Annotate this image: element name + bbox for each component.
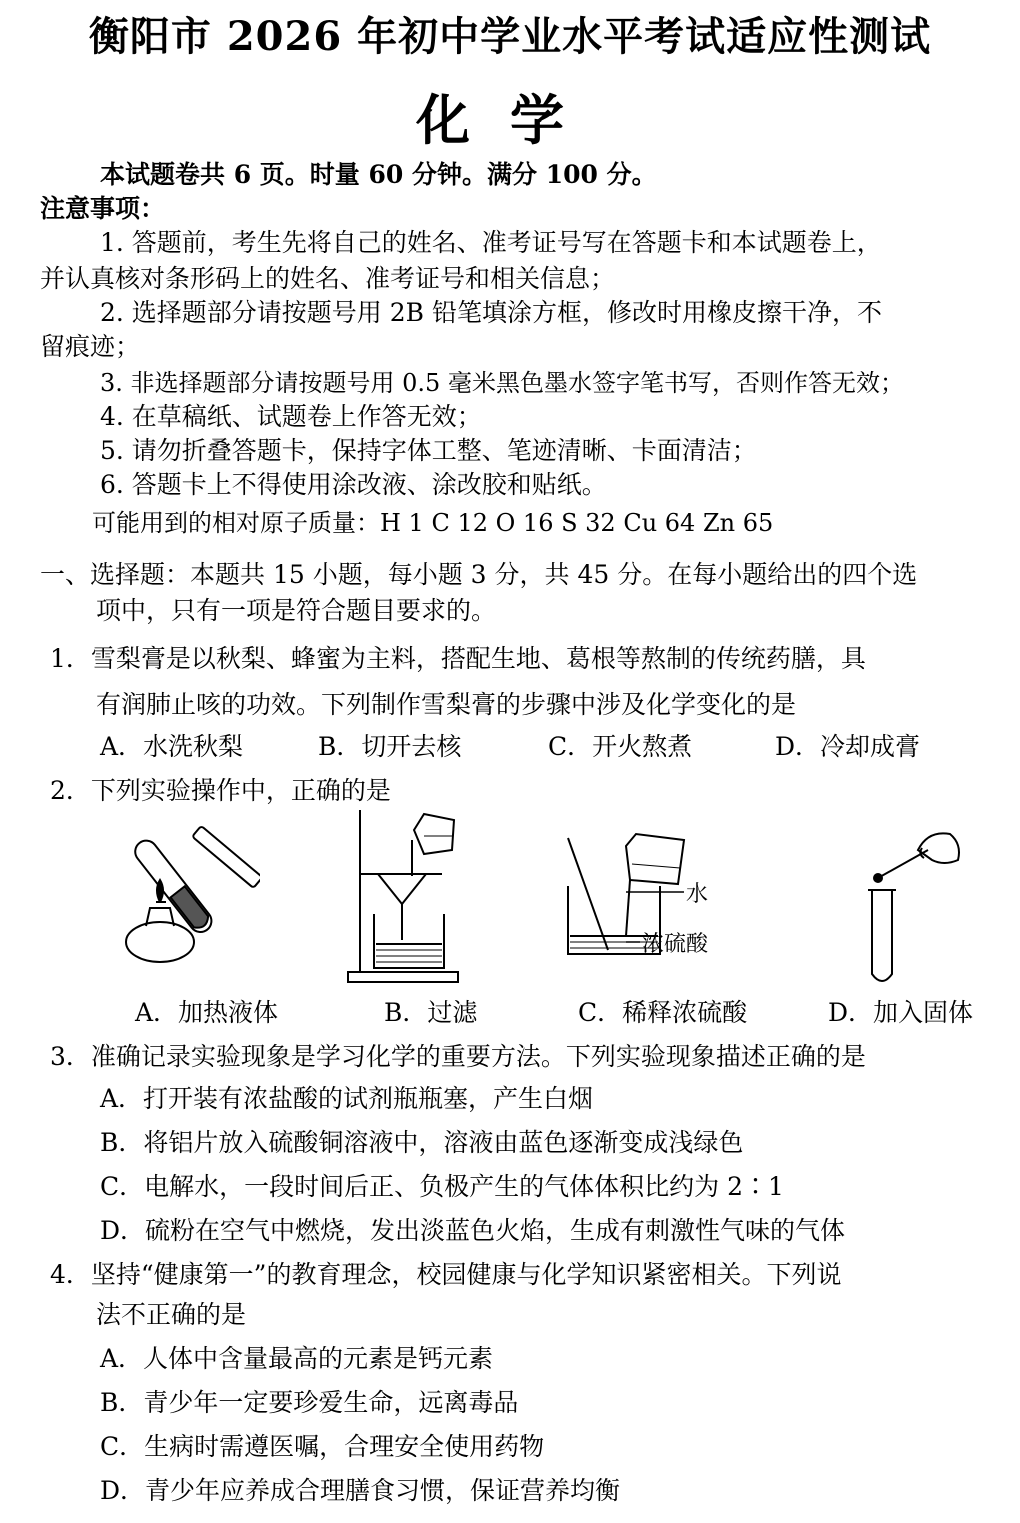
question-2-stem: 2．下列实验操作中，正确的是 — [50, 776, 391, 805]
note-line: 留痕迹； — [40, 332, 141, 361]
q2-option-b: B．过滤 — [384, 998, 478, 1027]
note-line: 4. 在草稿纸、试题卷上作答无效； — [100, 402, 482, 431]
figure-filtration — [340, 806, 480, 986]
q1-option-b: B．切开去核 — [318, 732, 462, 761]
question-3-stem: 3．准确记录实验现象是学习化学的重要方法。下列实验现象描述正确的是 — [50, 1042, 866, 1071]
section-heading: 一、选择题：本题共 15 小题，每小题 3 分，共 45 分。在每小题给出的四个选 — [40, 560, 918, 589]
figure-adding-solid — [858, 820, 968, 990]
question-4-stem: 法不正确的是 — [96, 1300, 247, 1329]
atomic-masses: 可能用到的相对原子质量：H 1 C 12 O 16 S 32 Cu 64 Zn 65 — [92, 509, 774, 537]
note-line: 并认真核对条形码上的姓名、准考证号和相关信息； — [40, 264, 616, 293]
note-line: 2. 选择题部分请按题号用 2B 铅笔填涂方框，修改时用橡皮擦干净，不 — [100, 298, 882, 327]
q3-option-b: B．将铝片放入硫酸铜溶液中，溶液由蓝色逐渐变成浅绿色 — [100, 1128, 744, 1157]
q3-option-c: C．电解水，一段时间后正、负极产生的气体体积比约为 2∶1 — [100, 1172, 784, 1201]
exam-info: 本试题卷共 6 页。时量 60 分钟。满分 100 分。 — [100, 160, 657, 189]
notes-heading: 注意事项： — [40, 194, 166, 223]
q1-option-c: C．开火熬煮 — [548, 732, 693, 761]
figure-heating-liquid — [120, 820, 260, 980]
annotation-acid: 浓硫酸 — [642, 932, 709, 957]
subject-title: 化学 — [416, 88, 604, 152]
q4-option-a: A．人体中含量最高的元素是钙元素 — [100, 1344, 494, 1373]
note-line: 5. 请勿折叠答题卡，保持字体工整、笔迹清晰、卡面清洁； — [100, 436, 757, 465]
q4-option-b: B．青少年一定要珍爱生命，远离毒品 — [100, 1388, 519, 1417]
annotation-water: 水 — [686, 882, 709, 907]
q3-option-d: D．硫粉在空气中燃烧，发出淡蓝色火焰，生成有刺激性气味的气体 — [100, 1216, 846, 1245]
section-heading: 项中，只有一项是符合题目要求的。 — [96, 596, 497, 625]
note-line: 1. 答题前，考生先将自己的姓名、准考证号写在答题卡和本试题卷上， — [100, 228, 882, 257]
note-line: 6. 答题卡上不得使用涂改液、涂改胶和贴纸。 — [100, 470, 607, 499]
note-line: 3. 非选择题部分请按题号用 0.5 毫米黑色墨水签字笔书写，否则作答无效； — [100, 369, 904, 397]
q3-option-a: A．打开装有浓盐酸的试剂瓶瓶塞，产生白烟 — [100, 1084, 594, 1113]
q2-option-c: C．稀释浓硫酸 — [578, 998, 748, 1027]
question-1-stem: 有润肺止咳的功效。下列制作雪梨膏的步骤中涉及化学变化的是 — [96, 690, 797, 719]
annotation-leader-lines — [626, 890, 686, 950]
question-1-stem: 1．雪梨膏是以秋梨、蜂蜜为主料，搭配生地、葛根等熬制的传统药膳，具 — [50, 644, 866, 673]
q2-option-d: D．加入固体 — [828, 998, 974, 1027]
exam-title: 衡阳市 2026 年初中学业水平考试适应性测试 — [88, 13, 932, 60]
q1-option-d: D．冷却成膏 — [775, 732, 921, 761]
question-4-stem: 4．坚持“健康第一”的教育理念，校园健康与化学知识紧密相关。下列说 — [50, 1260, 842, 1289]
q2-option-a: A．加热液体 — [135, 998, 279, 1027]
q4-option-d: D．青少年应养成合理膳食习惯，保证营养均衡 — [100, 1476, 621, 1505]
q1-option-a: A．水洗秋梨 — [100, 732, 244, 761]
q4-option-c: C．生病时需遵医嘱，合理安全使用药物 — [100, 1432, 545, 1461]
